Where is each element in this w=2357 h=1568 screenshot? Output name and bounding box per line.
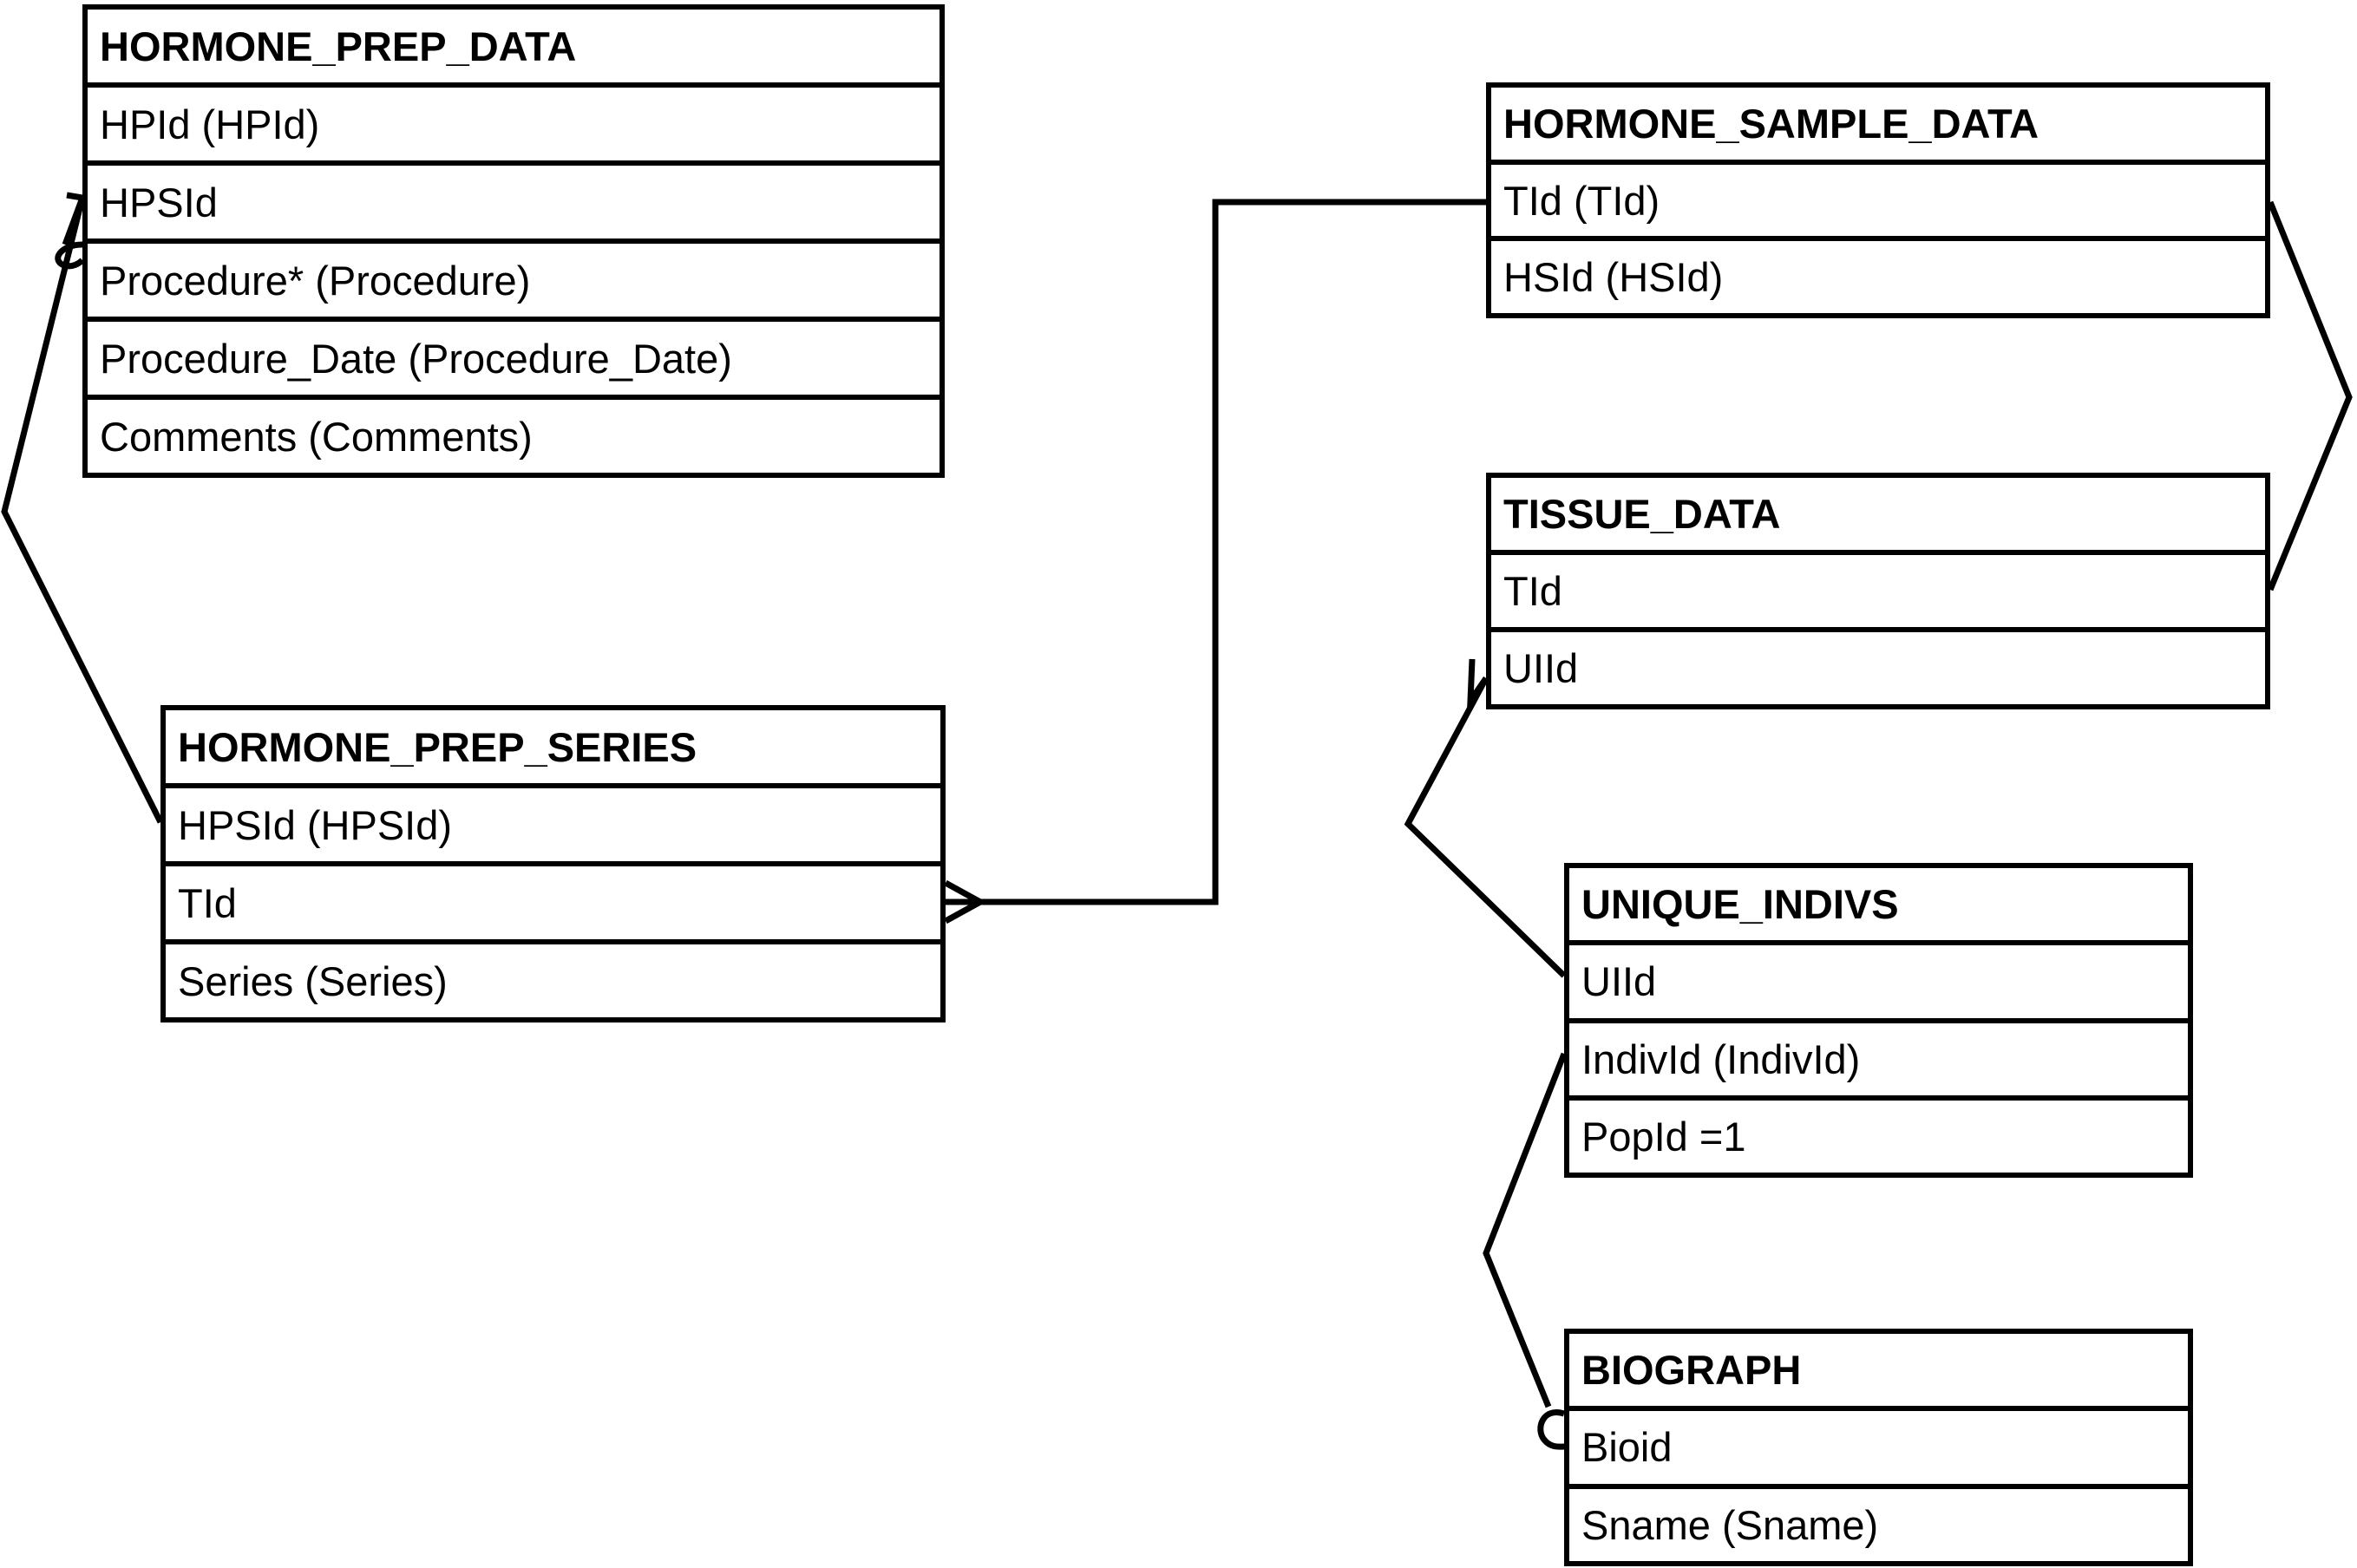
entity-biograph[interactable] — [1564, 1329, 2193, 1566]
entity-title: HORMONE_SAMPLE_DATA — [1503, 100, 2039, 147]
field-uiid: UIId — [1569, 940, 2188, 1017]
field-hpsid: HPSId (HPSId) — [166, 783, 940, 861]
field-popid: PopId =1 — [1569, 1095, 2188, 1173]
entity-hormone-prep-data[interactable] — [82, 4, 945, 478]
entity-title: TISSUE_DATA — [1503, 491, 1781, 537]
field-bioid: Bioid — [1569, 1406, 2188, 1483]
entity-hormone-prep-series[interactable] — [160, 705, 946, 1022]
field-hpid: HPId (HPId) — [88, 82, 940, 160]
field-comments: Comments (Comments) — [88, 395, 940, 473]
entity-title: HORMONE_PREP_SERIES — [178, 723, 697, 770]
circle-marker-bio-bioid — [1541, 1412, 1564, 1447]
rel-ui-bio — [1486, 1054, 1564, 1407]
entity-hormone-sample-data[interactable] — [1486, 82, 2270, 318]
rel-hsd-td — [2270, 202, 2349, 590]
field-tid: TId — [1491, 550, 2265, 627]
field-sname: Sname (Sname) — [1569, 1484, 2188, 1561]
field-uiid: UIId — [1491, 627, 2265, 704]
field-hsid: HSId (HSId) — [1491, 236, 2265, 313]
field-individ: IndivId (IndivId) — [1569, 1018, 2188, 1095]
entity-title: HORMONE_PREP_DATA — [100, 23, 577, 69]
field-hpsid: HPSId — [88, 160, 940, 238]
entity-tissue-data[interactable] — [1486, 473, 2270, 709]
field-procedure: Procedure* (Procedure) — [88, 238, 940, 317]
field-tid: TId — [166, 861, 940, 939]
entity-title: BIOGRAPH — [1581, 1347, 1802, 1394]
field-tid: TId (TId) — [1491, 160, 2265, 237]
field-procedure-date: Procedure_Date (Procedure_Date) — [88, 317, 940, 395]
crowfoot-td-uiid — [1470, 659, 1486, 701]
rel-td-ui — [1408, 678, 1564, 976]
field-series: Series (Series) — [166, 939, 940, 1017]
entity-title: UNIQUE_INDIVS — [1581, 881, 1899, 928]
rel-hps-hsd — [946, 202, 1486, 902]
entity-unique-indivs[interactable] — [1564, 863, 2193, 1178]
